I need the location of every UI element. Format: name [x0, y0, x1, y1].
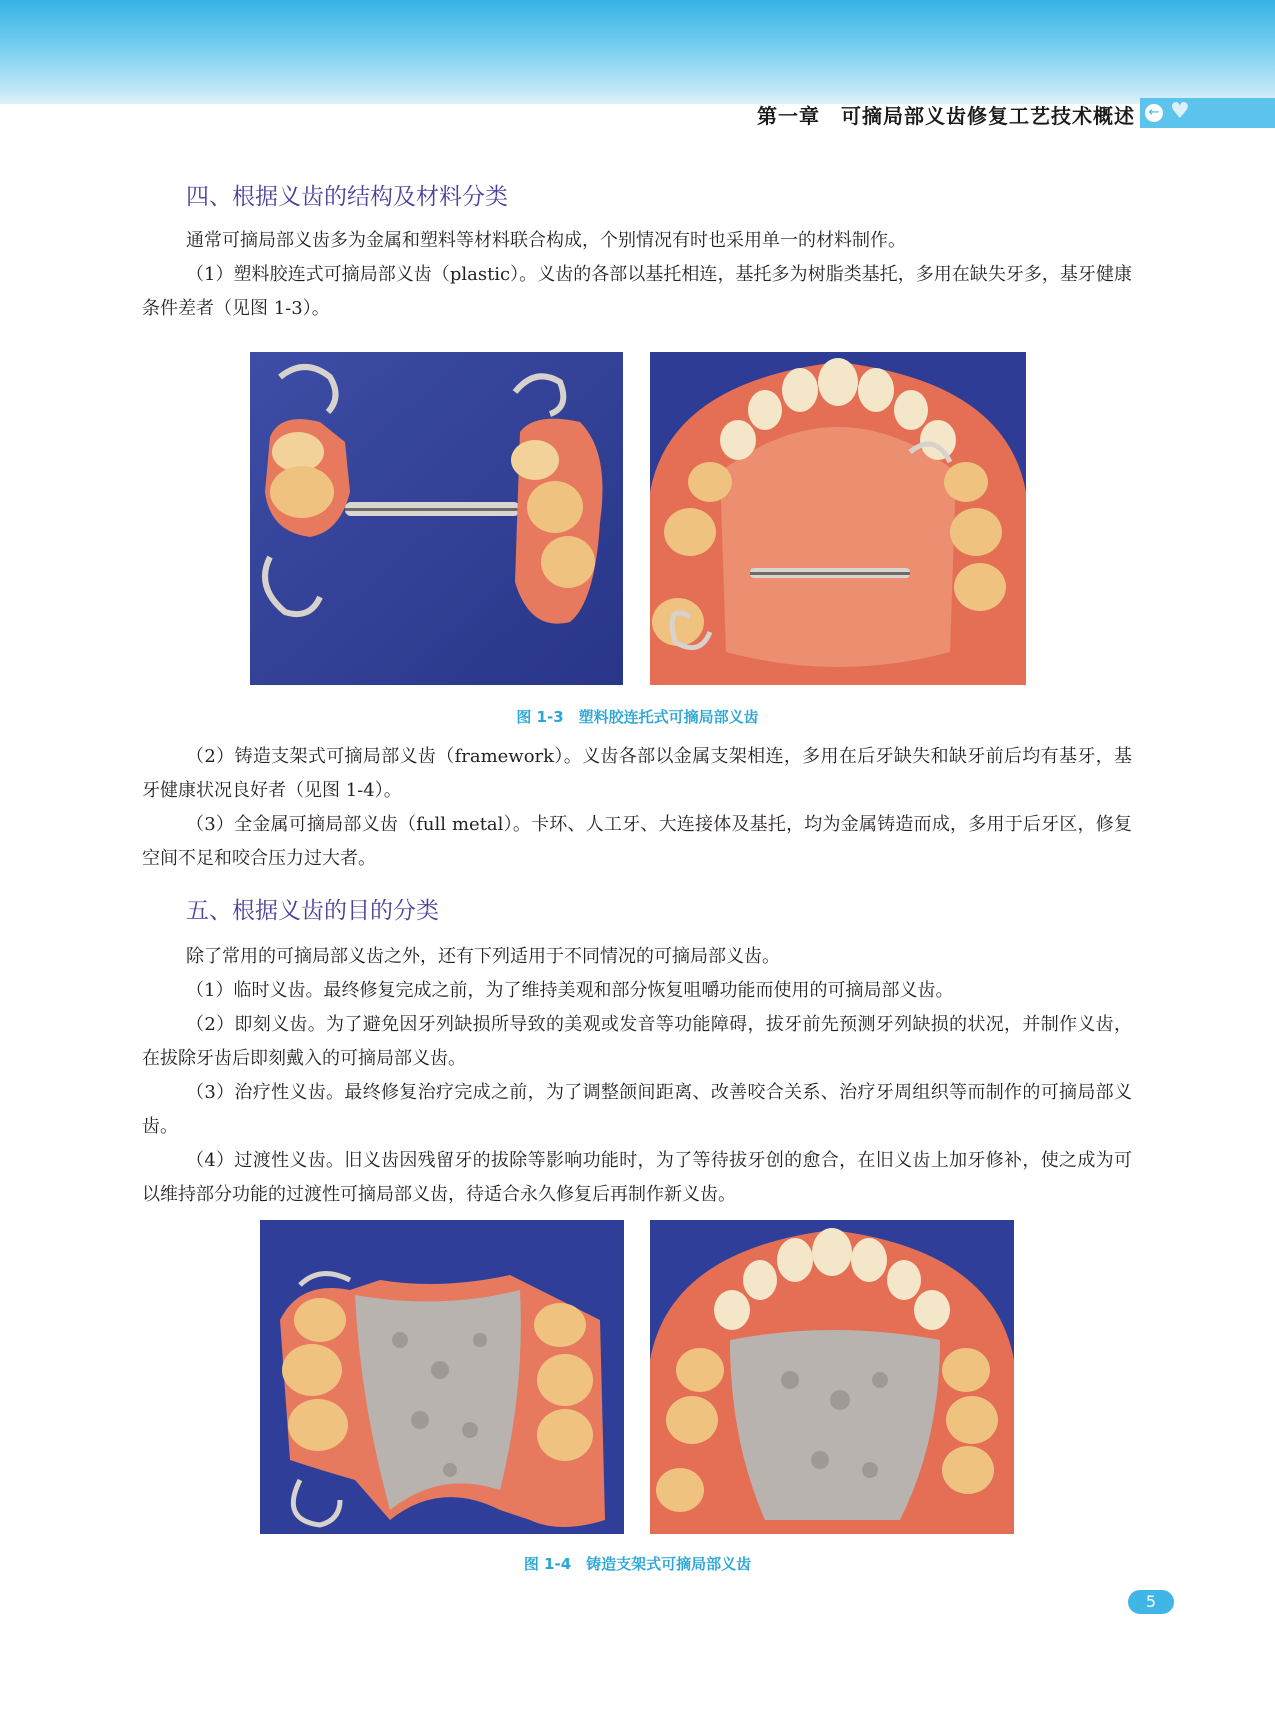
paragraph: （1）塑料胶连式可摘局部义齿（plastic）。义齿的各部以基托相连，基托多为树脂类基托，多用在缺失牙多，基牙健康条件差者（见图 1-3）。: [142, 264, 1132, 319]
section-heading-4: 四、根据义齿的结构及材料分类: [186, 184, 508, 210]
paragraph: （2）即刻义齿。为了避免因牙列缺损所导致的美观或发音等功能障碍，拔牙前先预测牙列缺损的状况，并制作义齿，在拔除牙齿后即刻戴入的可摘局部义齿。: [142, 1014, 1132, 1069]
page-number: 5: [1128, 1590, 1174, 1614]
figure-1-3-caption: 图 1-3 塑料胶连托式可摘局部义齿: [516, 708, 759, 726]
figure-1-4-caption: 图 1-4 铸造支架式可摘局部义齿: [523, 1555, 752, 1573]
figure-1-4-photo-left: [260, 1220, 624, 1534]
paragraph: （1）临时义齿。最终修复完成之前，为了维持美观和部分恢复咀嚼功能而使用的可摘局部义齿。: [186, 980, 954, 1001]
figure-1-3-photo-left: [250, 352, 623, 685]
paragraph: （4）过渡性义齿。旧义齿因残留牙的拔除等影响功能时，为了等待拔牙创的愈合，在旧义齿上加牙修补，使之成为可以维持部分功能的过渡性可摘局部义齿，待适合永久修复后再制作新义齿。: [142, 1150, 1132, 1205]
paragraph: 除了常用的可摘局部义齿之外，还有下列适用于不同情况的可摘局部义齿。: [186, 946, 780, 967]
paragraph: （2）铸造支架式可摘局部义齿（framework）。义齿各部以金属支架相连，多用在后牙缺失和缺牙前后均有基牙，基牙健康状况良好者（见图 1-4）。: [142, 746, 1132, 801]
paragraph: （3）全金属可摘局部义齿（full metal）。卡环、人工牙、大连接体及基托，均为金属铸造而成，多用于后牙区，修复空间不足和咬合压力过大者。: [142, 814, 1132, 869]
section-heading-5: 五、根据义齿的目的分类: [186, 898, 439, 924]
arrow-left-circle-icon: ←: [1145, 104, 1163, 122]
paragraph: （3）治疗性义齿。最终修复治疗完成之前，为了调整颌间距离、改善咬合关系、治疗牙周组织等而制作的可摘局部义齿。: [142, 1082, 1132, 1137]
header-gradient-band: [0, 0, 1275, 104]
figure-1-3-photo-right: [650, 352, 1026, 685]
heart-icon: ♥: [1170, 99, 1190, 124]
figure-1-4-photo-right: [650, 1220, 1014, 1534]
paragraph: 通常可摘局部义齿多为金属和塑料等材料联合构成，个别情况有时也采用单一的材料制作。: [186, 230, 906, 251]
chapter-title: 第一章 可摘局部义齿修复工艺技术概述: [757, 104, 1135, 128]
